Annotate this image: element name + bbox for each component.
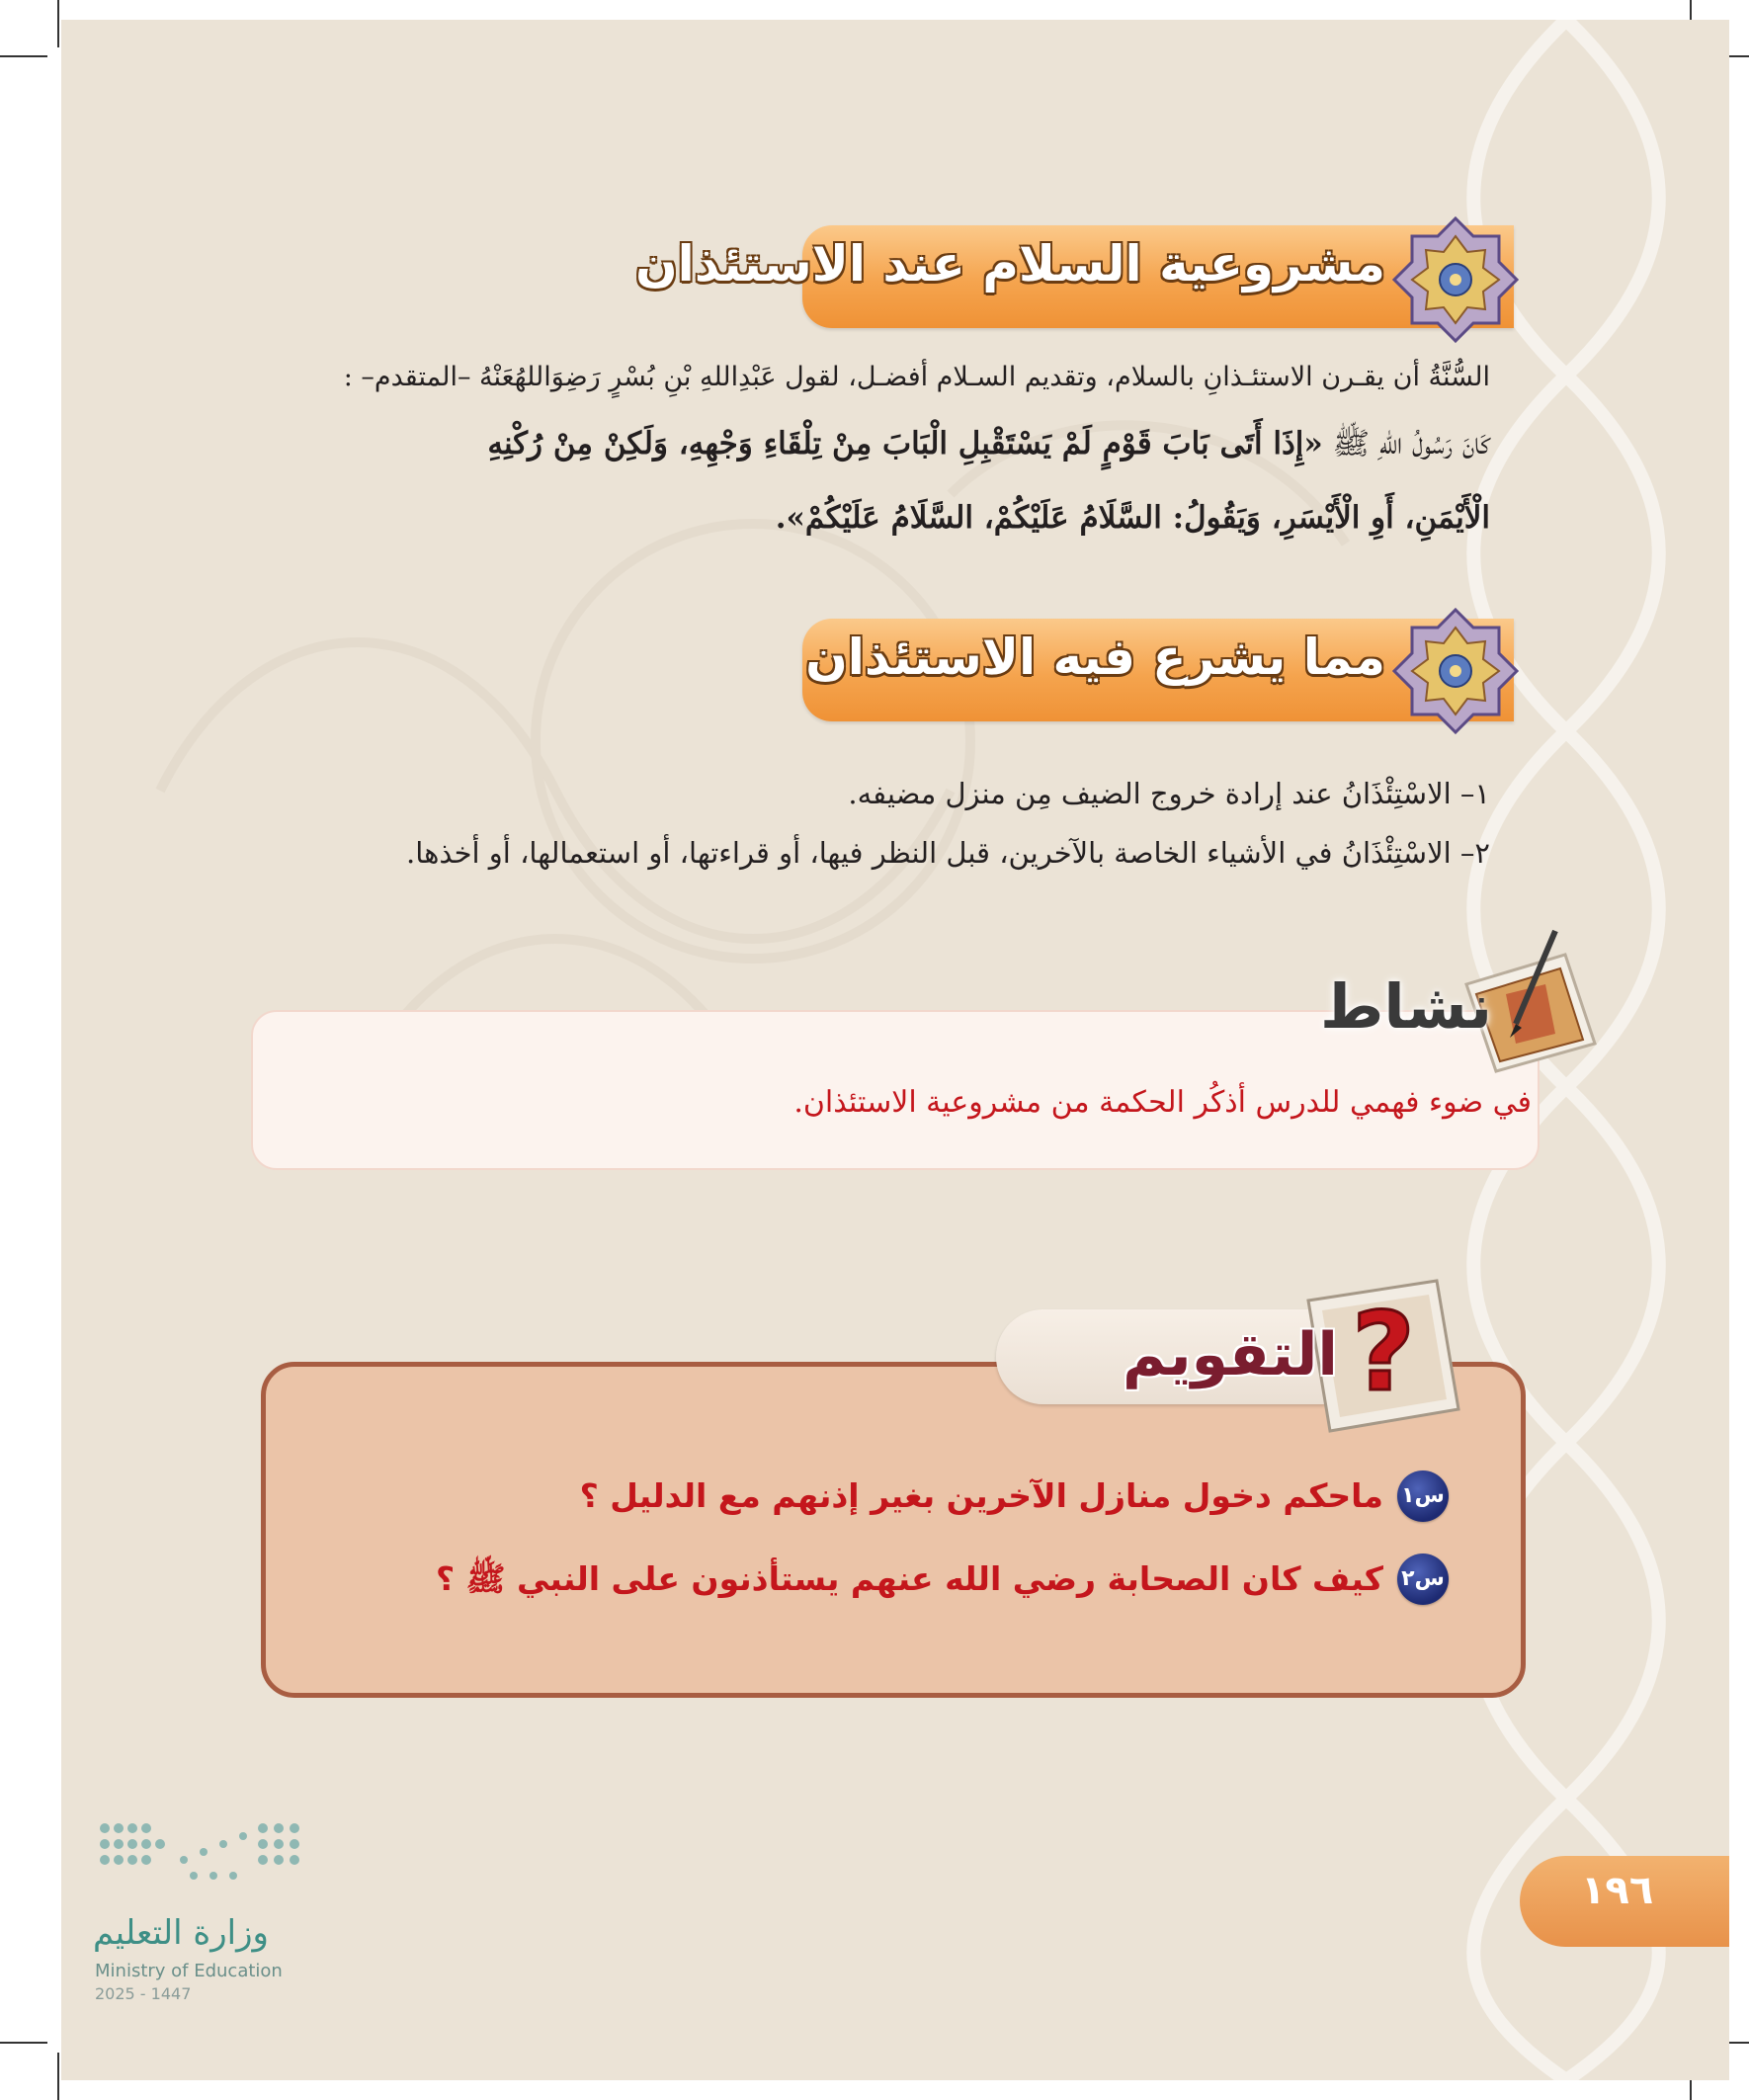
- question-label: س٢: [1397, 1554, 1449, 1605]
- arabesque-medallion-icon: [1391, 215, 1520, 344]
- evaluation-title: التقويم: [1123, 1320, 1338, 1389]
- section-title: مما يشرع فيه الاستئذان: [805, 629, 1385, 686]
- ministry-name-ar: وزارة التعليم: [93, 1913, 269, 1953]
- list-item: ١– الاسْتِئْذَانُ عند إرادة خروج الضيف مِن منزل مضيفه.: [848, 777, 1490, 810]
- crop-mark: [0, 55, 47, 57]
- section-title: مشروعية السلام عند الاستئذان: [634, 235, 1385, 293]
- svg-text:?: ?: [1352, 1289, 1415, 1415]
- hadith-line-1: [487, 425, 1490, 469]
- crop-mark: [57, 0, 59, 47]
- crop-mark: [57, 2053, 59, 2100]
- section1-intro: السُّنَّةُ أن يقـرن الاستئـذانِ بالسلام، وتقديم السـلام أفضـل، لقول عَبْدِاللهِ بْنِ بُسْرٍ رَضِوَاللهُعَنْهُ –المتقدم– :: [343, 362, 1490, 392]
- activity-title: نشاط: [1319, 970, 1492, 1043]
- ministry-year: 2025 - 1447: [95, 1984, 192, 2003]
- arabesque-medallion-icon: [1391, 607, 1520, 735]
- ministry-dots-logo-icon: [95, 1818, 312, 1897]
- list-item: ٢– الاسْتِئْذَانُ في الأشياء الخاصة بالآخرين، قبل النظر فيها، أو قراءتها، أو استعمالها، أو أخذها.: [406, 836, 1490, 870]
- question-text: ماحكم دخول منازل الآخرين بغير إذنهم مع الدليل ؟: [579, 1476, 1383, 1515]
- page-number: ١٩٦: [1581, 1868, 1654, 1913]
- question-text: كيف كان الصحابة رضي الله عنهم يستأذنون على النبي ﷺ ؟: [436, 1559, 1383, 1598]
- hadith-attribution: كَانَ رَسُولُ اللهِ ﷺ: [1332, 426, 1490, 462]
- ministry-name-en: Ministry of Education: [95, 1961, 283, 1981]
- hadith-text: «إِذَا أَتَى بَابَ قَوْمٍ لَمْ يَسْتَقْبِلِ الْبَابَ مِنْ تِلْقَاءِ وَجْهِهِ، وَلَكِنْ مِنْ رُكْنِهِ: [487, 426, 1323, 462]
- question-label: س١: [1397, 1470, 1449, 1522]
- activity-text: في ضوء فهمي للدرس أذكُر الحكمة من مشروعية الاستئذان.: [793, 1085, 1532, 1120]
- hadith-line-2: [776, 500, 1490, 536]
- hadith-text-cont: الْأَيْمَنِ، أَوِ الْأَيْسَرِ، وَيَقُولُ: السَّلَامُ عَلَيْكُمْ، السَّلَامُ عَلَيْكُمْ».: [775, 500, 1490, 536]
- crop-mark: [0, 2042, 47, 2044]
